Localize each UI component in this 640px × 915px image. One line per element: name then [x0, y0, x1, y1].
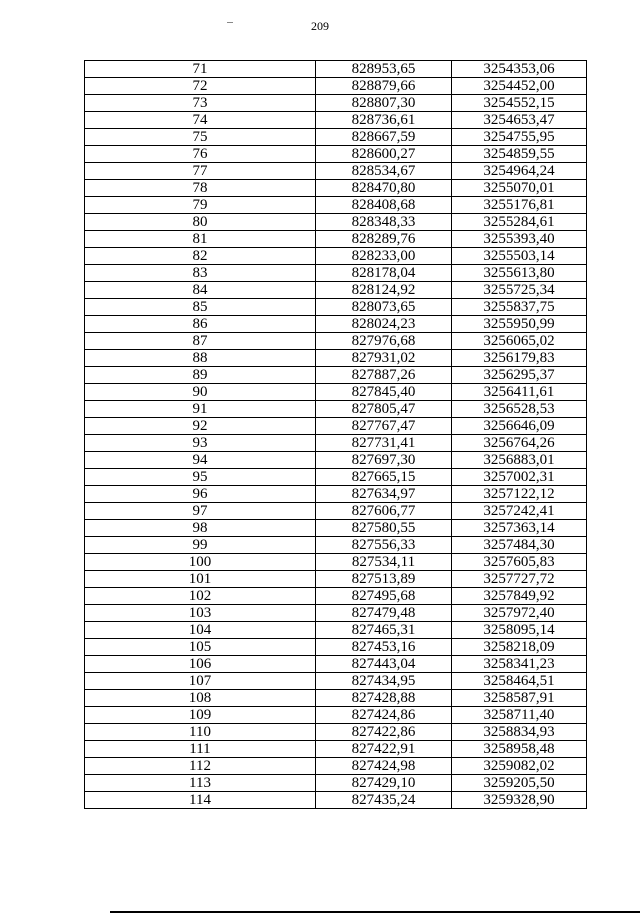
- table-row: [85, 248, 587, 265]
- point-number-cell: 92: [85, 418, 316, 435]
- table-row: [85, 452, 587, 469]
- y-coordinate-cell: 3256883,01: [452, 452, 587, 469]
- x-coordinate-cell: 827606,77: [316, 503, 452, 520]
- x-coordinate-cell: 828470,80: [316, 180, 452, 197]
- point-number-cell: 79: [85, 197, 316, 214]
- y-coordinate-cell: 3259205,50: [452, 775, 587, 792]
- x-coordinate-cell: 828233,00: [316, 248, 452, 265]
- point-number-cell: 102: [85, 588, 316, 605]
- table-row: [85, 129, 587, 146]
- y-coordinate-cell: 3254452,00: [452, 78, 587, 95]
- y-coordinate-cell: 3254653,47: [452, 112, 587, 129]
- x-coordinate-cell: 828807,30: [316, 95, 452, 112]
- point-number-cell: 101: [85, 571, 316, 588]
- x-coordinate-cell: 827665,15: [316, 469, 452, 486]
- point-number-cell: 111: [85, 741, 316, 758]
- y-coordinate-cell: 3257122,12: [452, 486, 587, 503]
- table-row: [85, 486, 587, 503]
- table-row: [85, 78, 587, 95]
- table-row: [85, 316, 587, 333]
- y-coordinate-cell: 3258464,51: [452, 673, 587, 690]
- point-number-cell: 113: [85, 775, 316, 792]
- table-row: [85, 146, 587, 163]
- table-row: [85, 758, 587, 775]
- point-number-cell: 94: [85, 452, 316, 469]
- point-number-cell: 73: [85, 95, 316, 112]
- table-row: [85, 61, 587, 78]
- y-coordinate-cell: 3255837,75: [452, 299, 587, 316]
- coordinates-table: [84, 60, 587, 809]
- y-coordinate-cell: 3257605,83: [452, 554, 587, 571]
- point-number-cell: 85: [85, 299, 316, 316]
- table-row: [85, 231, 587, 248]
- y-coordinate-cell: 3256065,02: [452, 333, 587, 350]
- x-coordinate-cell: 827976,68: [316, 333, 452, 350]
- y-coordinate-cell: 3257484,30: [452, 537, 587, 554]
- x-coordinate-cell: 827580,55: [316, 520, 452, 537]
- y-coordinate-cell: 3258834,93: [452, 724, 587, 741]
- point-number-cell: 98: [85, 520, 316, 537]
- point-number-cell: 95: [85, 469, 316, 486]
- y-coordinate-cell: 3255393,40: [452, 231, 587, 248]
- point-number-cell: 110: [85, 724, 316, 741]
- point-number-cell: 93: [85, 435, 316, 452]
- table-row: [85, 350, 587, 367]
- y-coordinate-cell: 3257002,31: [452, 469, 587, 486]
- scan-mark: [227, 22, 233, 23]
- x-coordinate-cell: 828348,33: [316, 214, 452, 231]
- table-row: [85, 299, 587, 316]
- point-number-cell: 107: [85, 673, 316, 690]
- point-number-cell: 114: [85, 792, 316, 809]
- table-row: [85, 520, 587, 537]
- y-coordinate-cell: 3254964,24: [452, 163, 587, 180]
- point-number-cell: 109: [85, 707, 316, 724]
- table-row: [85, 333, 587, 350]
- point-number-cell: 74: [85, 112, 316, 129]
- y-coordinate-cell: 3259082,02: [452, 758, 587, 775]
- y-coordinate-cell: 3256646,09: [452, 418, 587, 435]
- y-coordinate-cell: 3257242,41: [452, 503, 587, 520]
- y-coordinate-cell: 3254353,06: [452, 61, 587, 78]
- table-row: [85, 554, 587, 571]
- x-coordinate-cell: 827422,91: [316, 741, 452, 758]
- table-row: [85, 163, 587, 180]
- table-row: [85, 265, 587, 282]
- point-number-cell: 83: [85, 265, 316, 282]
- table-row: [85, 792, 587, 809]
- x-coordinate-cell: 827428,88: [316, 690, 452, 707]
- table-row: [85, 435, 587, 452]
- table-row: [85, 588, 587, 605]
- point-number-cell: 90: [85, 384, 316, 401]
- y-coordinate-cell: 3255070,01: [452, 180, 587, 197]
- bottom-rule: [110, 911, 640, 913]
- table-row: [85, 401, 587, 418]
- y-coordinate-cell: 3257972,40: [452, 605, 587, 622]
- point-number-cell: 77: [85, 163, 316, 180]
- x-coordinate-cell: 828953,65: [316, 61, 452, 78]
- x-coordinate-cell: 827931,02: [316, 350, 452, 367]
- x-coordinate-cell: 827697,30: [316, 452, 452, 469]
- table-row: [85, 571, 587, 588]
- x-coordinate-cell: 828408,68: [316, 197, 452, 214]
- point-number-cell: 104: [85, 622, 316, 639]
- table-row: [85, 537, 587, 554]
- point-number-cell: 108: [85, 690, 316, 707]
- x-coordinate-cell: 827479,48: [316, 605, 452, 622]
- y-coordinate-cell: 3256295,37: [452, 367, 587, 384]
- x-coordinate-cell: 827465,31: [316, 622, 452, 639]
- x-coordinate-cell: 827634,97: [316, 486, 452, 503]
- table-row: [85, 384, 587, 401]
- table-row: [85, 180, 587, 197]
- table-row: [85, 503, 587, 520]
- table-row: [85, 622, 587, 639]
- y-coordinate-cell: 3258711,40: [452, 707, 587, 724]
- x-coordinate-cell: 828736,61: [316, 112, 452, 129]
- point-number-cell: 100: [85, 554, 316, 571]
- point-number-cell: 106: [85, 656, 316, 673]
- y-coordinate-cell: 3255284,61: [452, 214, 587, 231]
- table-row: [85, 741, 587, 758]
- point-number-cell: 75: [85, 129, 316, 146]
- x-coordinate-cell: 827805,47: [316, 401, 452, 418]
- y-coordinate-cell: 3258095,14: [452, 622, 587, 639]
- point-number-cell: 112: [85, 758, 316, 775]
- coordinates-table-body: [85, 61, 587, 809]
- y-coordinate-cell: 3256179,83: [452, 350, 587, 367]
- x-coordinate-cell: 828124,92: [316, 282, 452, 299]
- point-number-cell: 87: [85, 333, 316, 350]
- point-number-cell: 105: [85, 639, 316, 656]
- table-row: [85, 656, 587, 673]
- table-row: [85, 673, 587, 690]
- x-coordinate-cell: 827534,11: [316, 554, 452, 571]
- x-coordinate-cell: 827513,89: [316, 571, 452, 588]
- x-coordinate-cell: 827887,26: [316, 367, 452, 384]
- x-coordinate-cell: 828534,67: [316, 163, 452, 180]
- y-coordinate-cell: 3259328,90: [452, 792, 587, 809]
- table-row: [85, 707, 587, 724]
- y-coordinate-cell: 3257363,14: [452, 520, 587, 537]
- x-coordinate-cell: 828879,66: [316, 78, 452, 95]
- table-row: [85, 282, 587, 299]
- y-coordinate-cell: 3257727,72: [452, 571, 587, 588]
- y-coordinate-cell: 3255725,34: [452, 282, 587, 299]
- y-coordinate-cell: 3257849,92: [452, 588, 587, 605]
- x-coordinate-cell: 827453,16: [316, 639, 452, 656]
- point-number-cell: 80: [85, 214, 316, 231]
- table-row: [85, 639, 587, 656]
- x-coordinate-cell: 827434,95: [316, 673, 452, 690]
- table-row: [85, 469, 587, 486]
- point-number-cell: 82: [85, 248, 316, 265]
- table-row: [85, 112, 587, 129]
- point-number-cell: 81: [85, 231, 316, 248]
- table-row: [85, 605, 587, 622]
- x-coordinate-cell: 828600,27: [316, 146, 452, 163]
- y-coordinate-cell: 3255176,81: [452, 197, 587, 214]
- x-coordinate-cell: 827443,04: [316, 656, 452, 673]
- x-coordinate-cell: 827422,86: [316, 724, 452, 741]
- table-row: [85, 95, 587, 112]
- y-coordinate-cell: 3254755,95: [452, 129, 587, 146]
- table-row: [85, 775, 587, 792]
- point-number-cell: 96: [85, 486, 316, 503]
- table-row: [85, 197, 587, 214]
- table-row: [85, 690, 587, 707]
- y-coordinate-cell: 3255950,99: [452, 316, 587, 333]
- y-coordinate-cell: 3258587,91: [452, 690, 587, 707]
- x-coordinate-cell: 827424,98: [316, 758, 452, 775]
- y-coordinate-cell: 3256411,61: [452, 384, 587, 401]
- y-coordinate-cell: 3255613,80: [452, 265, 587, 282]
- table-row: [85, 367, 587, 384]
- y-coordinate-cell: 3258218,09: [452, 639, 587, 656]
- x-coordinate-cell: 828289,76: [316, 231, 452, 248]
- point-number-cell: 89: [85, 367, 316, 384]
- y-coordinate-cell: 3256764,26: [452, 435, 587, 452]
- table-row: [85, 418, 587, 435]
- table-row: [85, 214, 587, 231]
- point-number-cell: 88: [85, 350, 316, 367]
- x-coordinate-cell: 828667,59: [316, 129, 452, 146]
- x-coordinate-cell: 827767,47: [316, 418, 452, 435]
- point-number-cell: 72: [85, 78, 316, 95]
- x-coordinate-cell: 827435,24: [316, 792, 452, 809]
- x-coordinate-cell: 827556,33: [316, 537, 452, 554]
- point-number-cell: 76: [85, 146, 316, 163]
- y-coordinate-cell: 3256528,53: [452, 401, 587, 418]
- x-coordinate-cell: 827495,68: [316, 588, 452, 605]
- y-coordinate-cell: 3254859,55: [452, 146, 587, 163]
- x-coordinate-cell: 827845,40: [316, 384, 452, 401]
- point-number-cell: 97: [85, 503, 316, 520]
- x-coordinate-cell: 828178,04: [316, 265, 452, 282]
- x-coordinate-cell: 828073,65: [316, 299, 452, 316]
- page-number: 209: [311, 19, 329, 33]
- point-number-cell: 71: [85, 61, 316, 78]
- point-number-cell: 84: [85, 282, 316, 299]
- x-coordinate-cell: 827424,86: [316, 707, 452, 724]
- y-coordinate-cell: 3254552,15: [452, 95, 587, 112]
- table-row: [85, 724, 587, 741]
- point-number-cell: 78: [85, 180, 316, 197]
- y-coordinate-cell: 3258341,23: [452, 656, 587, 673]
- y-coordinate-cell: 3258958,48: [452, 741, 587, 758]
- point-number-cell: 99: [85, 537, 316, 554]
- x-coordinate-cell: 827429,10: [316, 775, 452, 792]
- point-number-cell: 91: [85, 401, 316, 418]
- point-number-cell: 103: [85, 605, 316, 622]
- x-coordinate-cell: 827731,41: [316, 435, 452, 452]
- x-coordinate-cell: 828024,23: [316, 316, 452, 333]
- point-number-cell: 86: [85, 316, 316, 333]
- y-coordinate-cell: 3255503,14: [452, 248, 587, 265]
